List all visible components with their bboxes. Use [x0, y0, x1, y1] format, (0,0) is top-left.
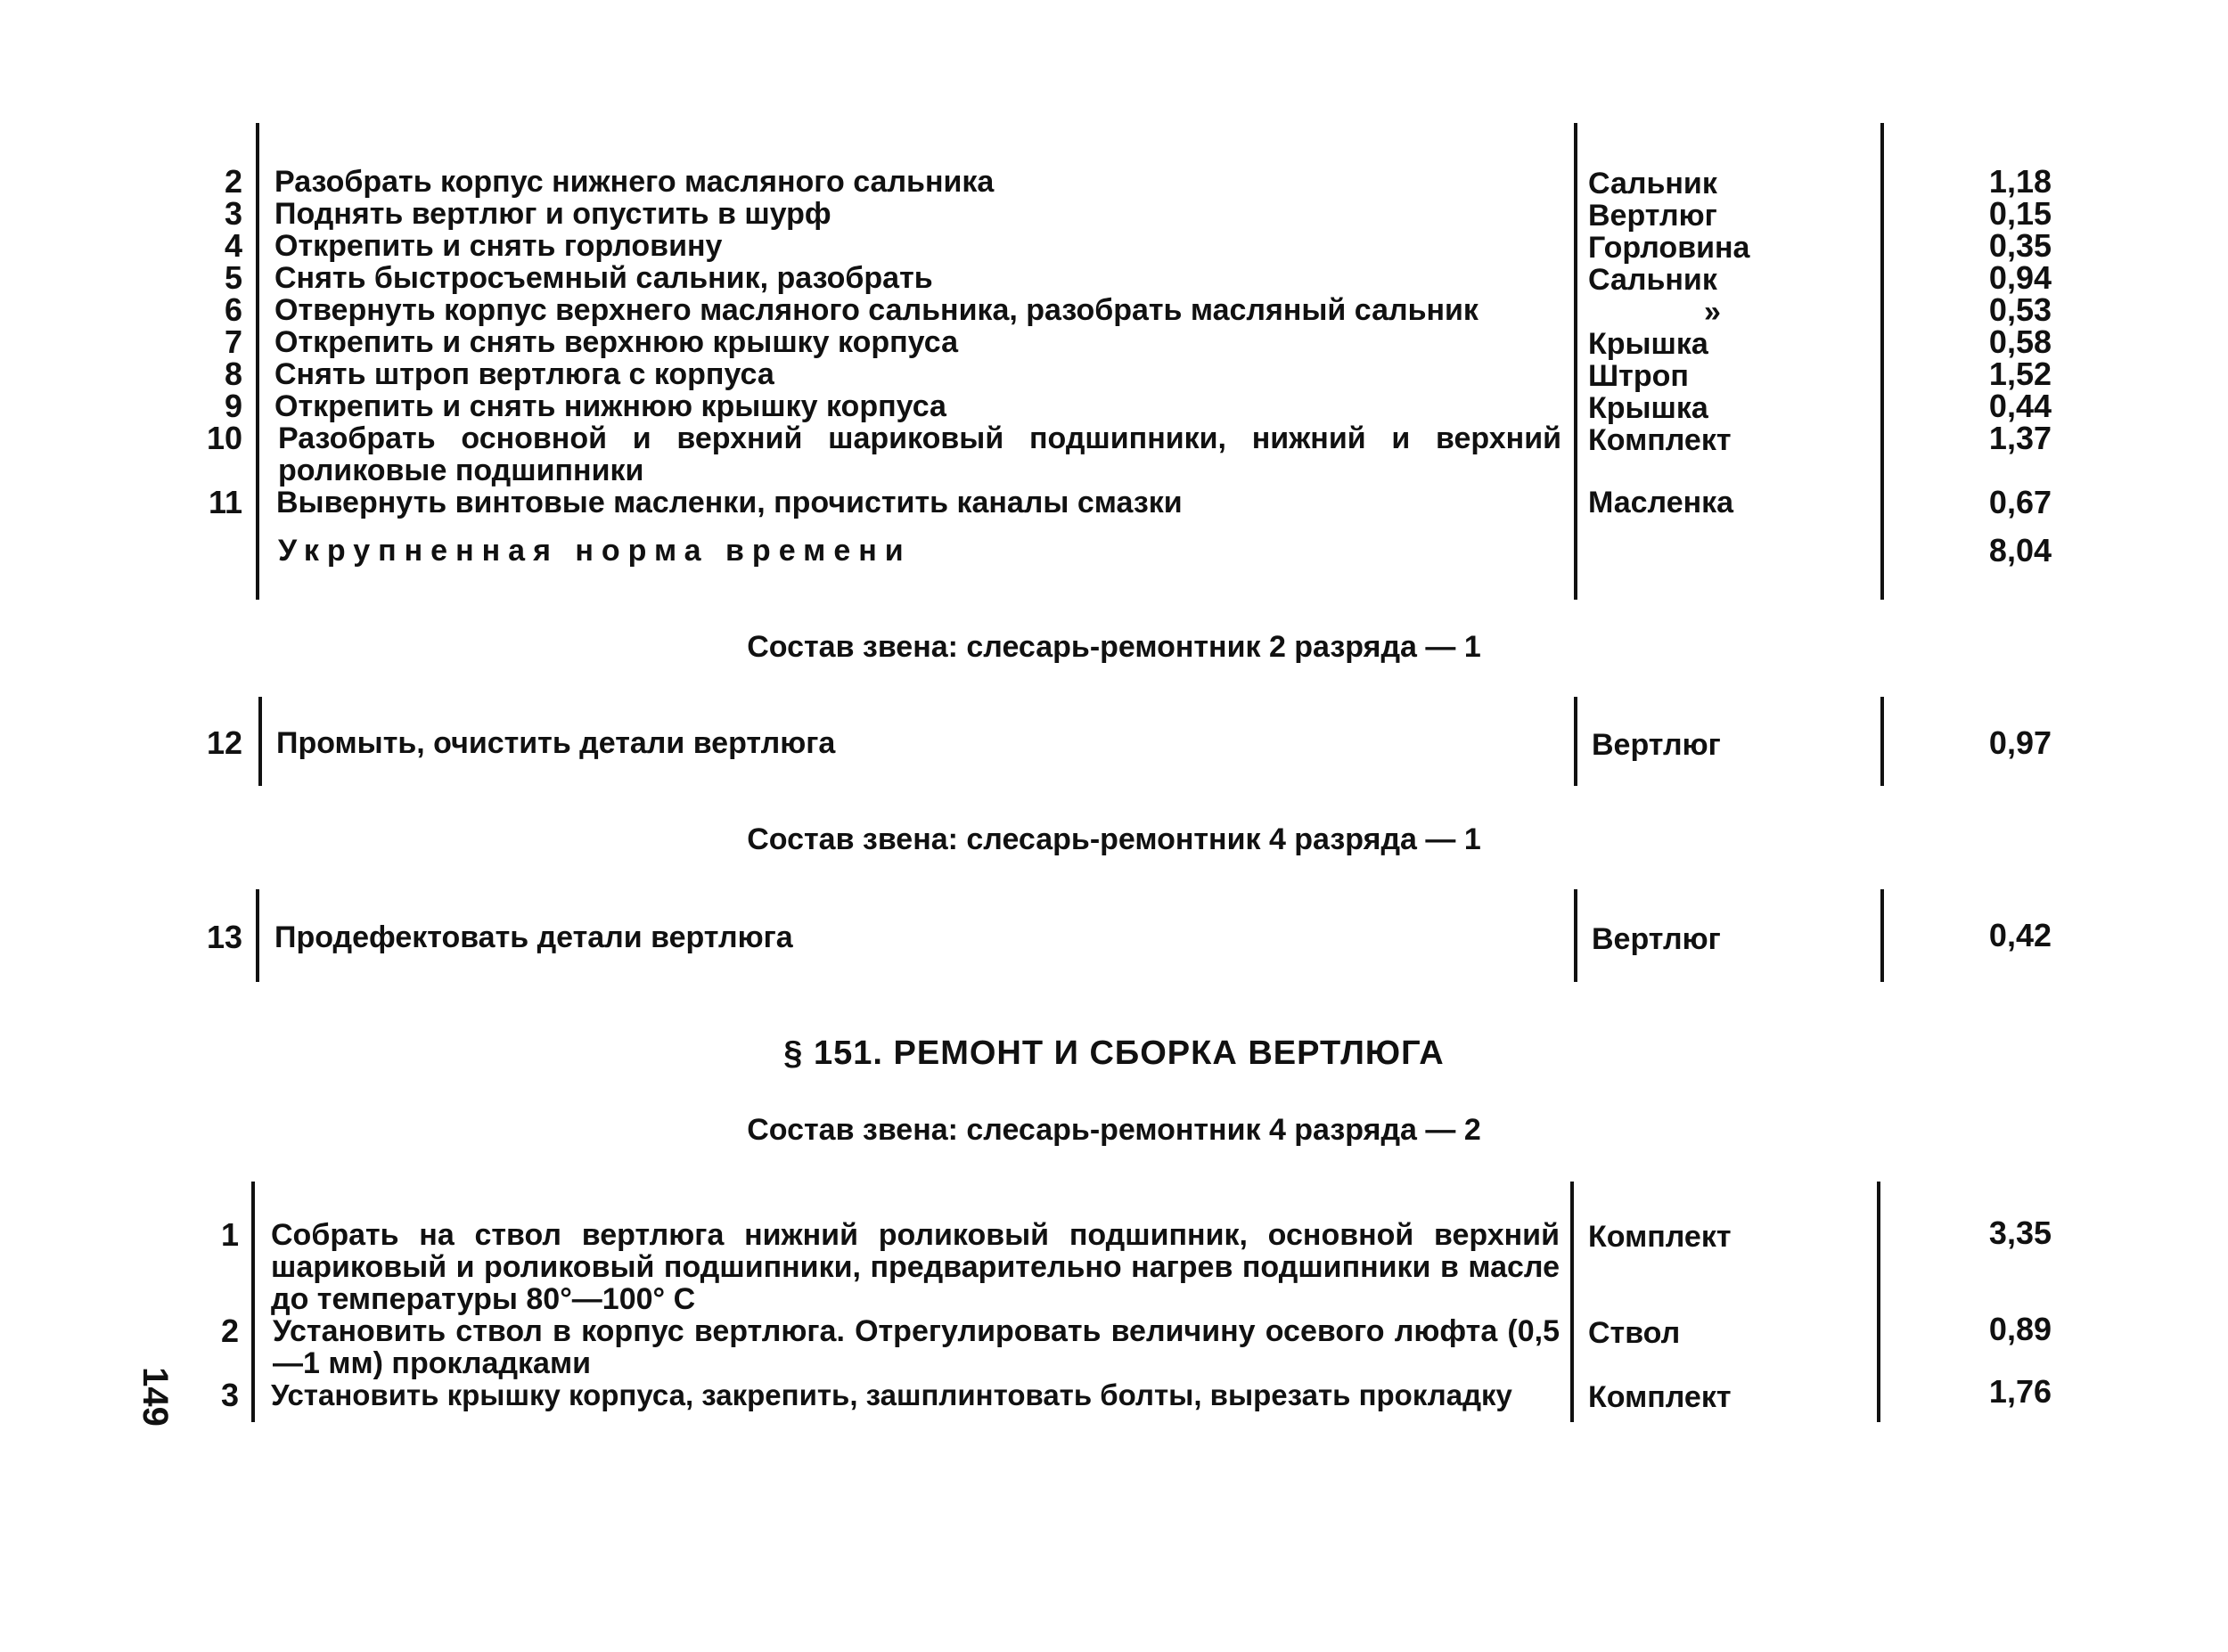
row-description: Собрать на ствол вертлюга нижний роликовый подшипник, основной верхний шариковый и роликовый подшипники, предварительно нагрев подшипники в масле до температуры 80°—100° С — [271, 1218, 1560, 1316]
row-object: Крышка — [1588, 391, 1708, 425]
table-4-right-rule — [1877, 1182, 1880, 1422]
row-description: Установить ствол в корпус вертлюга. Отрегулировать величину осевого люфта (0,5—1 мм) прокладками — [273, 1314, 1560, 1380]
row-object: Горловина — [1588, 231, 1750, 265]
row-description: Разобрать основной и верхний шариковый подшипники, нижний и верхний роликовые подшипники — [278, 421, 1561, 487]
row-norm: 0,42 — [1988, 917, 2052, 953]
row-object: Комплект — [1588, 1380, 1732, 1414]
row-norm: 0,58 — [1988, 323, 2052, 360]
row-norm: 0,44 — [1988, 388, 2052, 424]
row-number: 3 — [224, 195, 242, 232]
row-number: 6 — [224, 291, 242, 328]
table-3-left-rule — [256, 889, 259, 982]
row-description: Снять быстросъемный сальник, разобрать — [274, 261, 933, 295]
row-number: 2 — [220, 1313, 239, 1349]
row-number: 11 — [208, 484, 242, 520]
row-number: 4 — [224, 227, 242, 264]
row-number: 10 — [206, 420, 242, 456]
row-norm: 1,76 — [1988, 1373, 2052, 1410]
table-3-mid-rule — [1574, 889, 1577, 982]
row-object: Крышка — [1588, 327, 1708, 361]
table-3-right-rule — [1880, 889, 1884, 982]
row-norm: 1,52 — [1988, 356, 2052, 392]
row-norm: 0,67 — [1988, 484, 2052, 520]
crew-heading-grade-2: Состав звена: слесарь-ремонтник 2 разряда — 1 — [747, 630, 1481, 664]
row-object-ditto: » — [1704, 295, 1721, 329]
table-1-mid-rule — [1574, 123, 1577, 600]
row-norm: 3,35 — [1988, 1214, 2052, 1251]
total-norm-value: 8,04 — [1988, 532, 2052, 568]
row-number: 1 — [220, 1216, 239, 1253]
row-number: 13 — [206, 919, 242, 955]
row-object: Сальник — [1588, 167, 1717, 200]
row-number: 8 — [224, 356, 242, 392]
row-description: Установить крышку корпуса, закрепить, зашплинтовать болты, вырезать прокладку — [271, 1378, 1512, 1411]
table-2-mid-rule — [1574, 697, 1577, 786]
row-number: 5 — [224, 259, 242, 296]
row-description: Открепить и снять горловину — [274, 229, 723, 263]
row-description: Поднять вертлюг и опустить в шурф — [274, 197, 831, 231]
table-4-mid-rule — [1570, 1182, 1574, 1422]
crew-heading-grade-4: Состав звена: слесарь-ремонтник 4 разряда — 1 — [747, 822, 1481, 856]
row-norm: 0,94 — [1988, 259, 2052, 296]
table-2-left-rule — [258, 697, 262, 786]
row-norm: 1,18 — [1988, 163, 2052, 200]
row-object: Сальник — [1588, 263, 1717, 297]
row-object: Вертлюг — [1592, 728, 1721, 762]
table-1-left-rule — [256, 123, 259, 600]
row-description: Открепить и снять нижнюю крышку корпуса — [274, 389, 946, 423]
row-norm: 0,89 — [1988, 1311, 2052, 1347]
row-object: Вертлюг — [1588, 199, 1717, 233]
table-1-right-rule — [1880, 123, 1884, 600]
table-2-right-rule — [1880, 697, 1884, 786]
row-object: Ствол — [1588, 1316, 1681, 1350]
row-object: Масленка — [1588, 486, 1734, 519]
row-norm: 0,97 — [1988, 724, 2052, 761]
row-object: Комплект — [1588, 423, 1732, 457]
section-title: § 151. РЕМОНТ И СБОРКА ВЕРТЛЮГА — [783, 1035, 1445, 1072]
row-description: Открепить и снять верхнюю крышку корпуса — [274, 325, 958, 359]
row-description: Продефектовать детали вертлюга — [274, 920, 793, 954]
row-number: 9 — [224, 388, 242, 424]
row-number: 3 — [220, 1377, 239, 1413]
row-norm: 0,35 — [1988, 227, 2052, 264]
row-object: Вертлюг — [1592, 922, 1721, 956]
total-norm-label: Укрупненная норма времени — [278, 534, 912, 568]
row-description: Промыть, очистить детали вертлюга — [276, 726, 836, 760]
table-4-left-rule — [251, 1182, 255, 1422]
row-number: 7 — [224, 323, 242, 360]
row-description: Вывернуть винтовые масленки, прочистить каналы смазки — [276, 486, 1183, 519]
page-number: 149 — [135, 1367, 175, 1427]
row-object: Комплект — [1588, 1220, 1732, 1254]
crew-heading-grade-4-pair: Состав звена: слесарь-ремонтник 4 разряда — 2 — [747, 1113, 1481, 1147]
row-object: Штроп — [1588, 359, 1689, 393]
row-description: Отвернуть корпус верхнего масляного сальника, разобрать масляный сальник — [274, 293, 1479, 327]
row-description: Разобрать корпус нижнего масляного сальника — [274, 165, 995, 199]
row-norm: 1,37 — [1988, 420, 2052, 456]
row-description: Снять штроп вертлюга с корпуса — [274, 357, 774, 391]
row-number: 12 — [206, 724, 242, 761]
row-norm: 0,53 — [1988, 291, 2052, 328]
row-norm: 0,15 — [1988, 195, 2052, 232]
row-number: 2 — [224, 163, 242, 200]
